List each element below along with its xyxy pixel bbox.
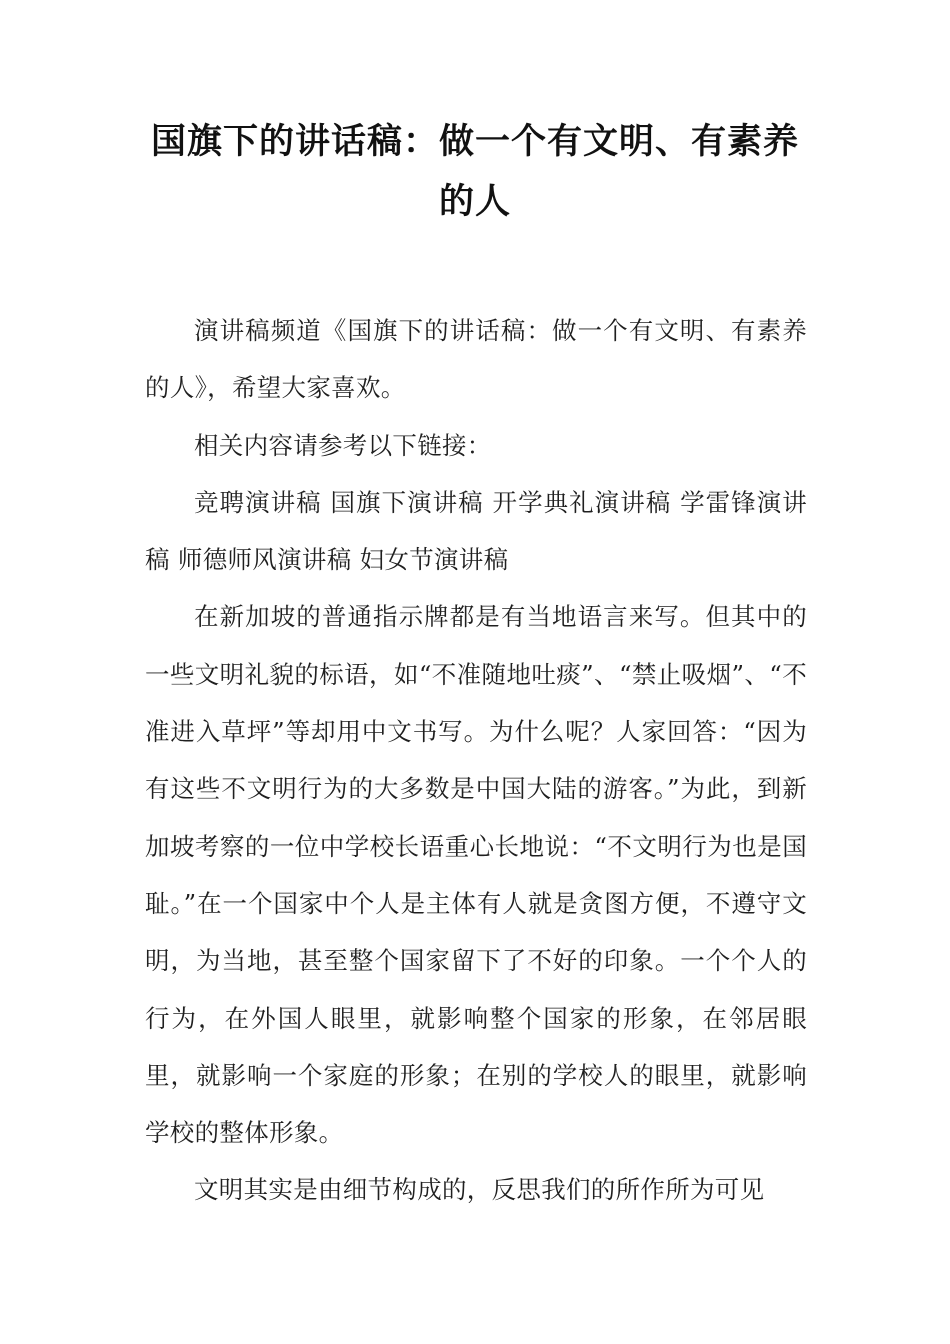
link-opening-ceremony-speech[interactable]: 开学典礼演讲稿 [492,487,672,517]
link-lei-feng-speech[interactable]: 学雷锋演讲稿 [145,487,808,575]
document-title: 国旗下的讲话稿：做一个有文明、有素养的人 [150,122,799,222]
related-links-heading: 相关内容请参考以下链接： [194,430,492,460]
related-links-list [145,474,807,589]
link-womens-day-speech[interactable]: 妇女节演讲稿 [359,545,509,575]
civility-details-paragraph: 文明其实是由细节构成的，反思我们的所作所为可见 [194,1175,765,1205]
link-flag-speech[interactable]: 国旗下演讲稿 [330,487,484,517]
link-teacher-ethics-speech[interactable]: 师德师风演讲稿 [177,545,352,575]
singapore-paragraph: 在新加坡的普通指示牌都是有当地语言来写。但其中的一些文明礼貌的标语，如“不准随地吐痰”、“禁止吸烟”、“不准进入草坪”等却用中文书写。为什么呢？人家回答：“因为有这些不文明行为的大多数是中国大陆的游客。”为此，到新加坡考察的一位中学校长语重心长地说：“不文明行为也是国耻。”在一个国家中个人是主体有人就是贪图方便，不遵守文明，为当地，甚至整个国家留下了不好的印象。一个个人的行为，在外国人眼里，就影响整个国家的形象，在邻居眼里，就影响一个家庭的形象；在别的学校人的眼里，就影响学校的整体形象。 [145,602,807,1148]
link-competition-speech[interactable]: 竞聘演讲稿 [194,487,322,517]
intro-paragraph: 演讲稿频道《国旗下的讲话稿：做一个有文明、有素养的人》，希望大家喜欢。 [145,316,807,403]
document-body [145,302,807,1219]
